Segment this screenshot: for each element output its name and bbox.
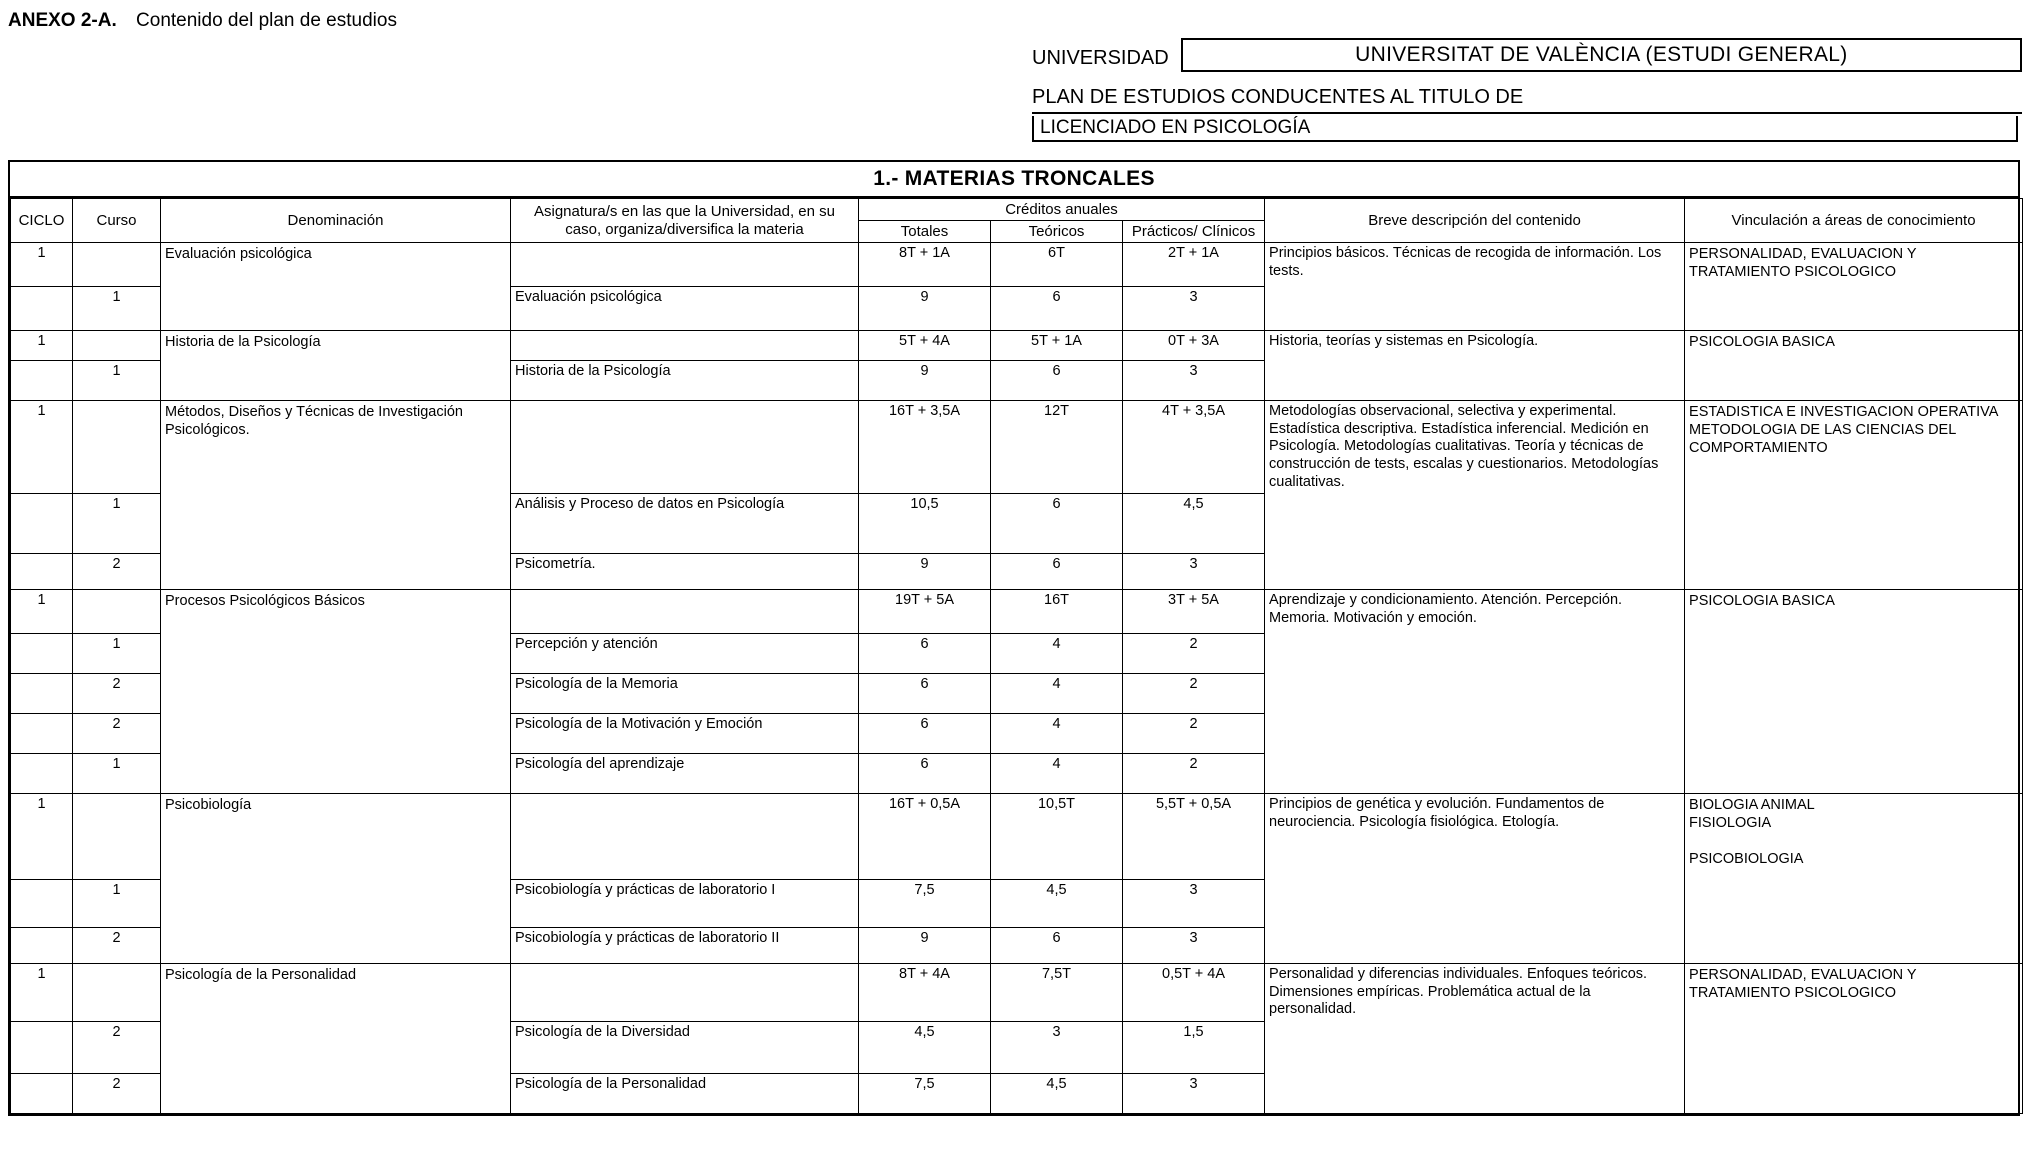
table-row [11,633,2023,673]
cell-descripcion [1265,713,1685,753]
cell-totales: 9 [859,553,991,589]
cell-teoricos: 6 [991,287,1123,331]
cell-asignatura [511,963,859,1021]
table-row [11,1021,2023,1073]
cell-practicos: 2 [1123,713,1265,753]
cell-curso [73,401,161,494]
cell-practicos: 3T + 5A [1123,589,1265,633]
cell-curso [73,243,161,287]
cell-denominacion: Psicología de la Personalidad [161,963,511,1021]
cell-practicos: 2 [1123,633,1265,673]
cell-ciclo: 1 [11,243,73,287]
cell-teoricos: 4 [991,753,1123,793]
table-row [11,879,2023,927]
table-row [11,793,2023,879]
cell-curso: 2 [73,927,161,963]
cell-denominacion [161,673,511,713]
cell-vinculacion: ESTADISTICA E INVESTIGACION OPERATIVA METODOLOGIA DE LAS CIENCIAS DEL COMPORTAMIENTO [1685,401,2023,494]
cell-curso [73,793,161,879]
cell-asignatura: Historia de la Psicología [511,361,859,401]
cell-asignatura: Psicología de la Motivación y Emoción [511,713,859,753]
cell-descripcion: Aprendizaje y condicionamiento. Atención. Percepción. Memoria. Motivación y emoción. [1265,589,1685,633]
cell-asignatura [511,243,859,287]
cell-descripcion [1265,1073,1685,1113]
cell-vinculacion [1685,673,2023,713]
cell-descripcion [1265,673,1685,713]
cell-asignatura: Análisis y Proceso de datos en Psicología [511,493,859,553]
cell-denominacion [161,361,511,401]
cell-vinculacion [1685,927,2023,963]
cell-curso: 2 [73,713,161,753]
cell-ciclo [11,553,73,589]
cell-totales: 4,5 [859,1021,991,1073]
cell-asignatura: Psicobiología y prácticas de laboratorio I [511,879,859,927]
cell-practicos: 3 [1123,1073,1265,1113]
cell-totales: 6 [859,633,991,673]
cell-curso [73,331,161,361]
cell-descripcion [1265,633,1685,673]
cell-teoricos: 6T [991,243,1123,287]
cell-descripcion [1265,553,1685,589]
cell-practicos: 0,5T + 4A [1123,963,1265,1021]
cell-teoricos: 6 [991,553,1123,589]
cell-totales: 6 [859,713,991,753]
cell-asignatura: Psicología de la Memoria [511,673,859,713]
cell-totales: 10,5 [859,493,991,553]
cell-practicos: 2 [1123,673,1265,713]
table-title: 1.- MATERIAS TRONCALES [10,162,2018,198]
plan-label: PLAN DE ESTUDIOS CONDUCENTES AL TITULO DE [1032,86,1524,108]
cell-teoricos: 4,5 [991,879,1123,927]
cell-totales: 8T + 4A [859,963,991,1021]
table-header-row-1 [11,199,2023,221]
header-vinculacion: Vinculación a áreas de conocimiento [1685,199,2023,243]
cell-asignatura: Psicología de la Personalidad [511,1073,859,1113]
cell-denominacion: Métodos, Diseños y Técnicas de Investigación Psicológicos. [161,401,511,494]
cell-descripcion: Metodologías observacional, selectiva y experimental. Estadística descriptiva. Estadística inferencial. Medición en Psicología. Metodologías cualitativas. Teoría y técnicas de construcción de tests, escalas y cuestionarios. Metodologías cualitativas. [1265,401,1685,494]
cell-curso [73,963,161,1021]
cell-descripcion [1265,1021,1685,1073]
table-row [11,493,2023,553]
cell-practicos: 5,5T + 0,5A [1123,793,1265,879]
header-descripcion: Breve descripción del contenido [1265,199,1685,243]
cell-descripcion: Principios básicos. Técnicas de recogida de información. Los tests. [1265,243,1685,287]
cell-teoricos: 4,5 [991,1073,1123,1113]
cell-curso: 2 [73,1073,161,1113]
cell-practicos: 3 [1123,553,1265,589]
cell-teoricos: 6 [991,493,1123,553]
cell-vinculacion [1685,753,2023,793]
cell-ciclo: 1 [11,331,73,361]
cell-descripcion: Personalidad y diferencias individuales. Enfoques teóricos. Dimensiones empíricas. Problemática actual de la personalidad. [1265,963,1685,1021]
cell-ciclo [11,1073,73,1113]
cell-practicos: 4T + 3,5A [1123,401,1265,494]
materias-troncales-table [10,198,2023,1114]
cell-denominacion [161,493,511,553]
cell-totales: 7,5 [859,1073,991,1113]
cell-descripcion [1265,753,1685,793]
cell-teoricos: 16T [991,589,1123,633]
table-row [11,963,2023,1021]
cell-practicos: 3 [1123,361,1265,401]
cell-practicos: 0T + 3A [1123,331,1265,361]
cell-totales: 8T + 1A [859,243,991,287]
cell-teoricos: 5T + 1A [991,331,1123,361]
materias-troncales-table-wrap [8,160,2020,1116]
cell-teoricos: 7,5T [991,963,1123,1021]
cell-curso: 1 [73,879,161,927]
cell-curso: 1 [73,493,161,553]
cell-vinculacion: PSICOLOGIA BASICA [1685,589,2023,633]
cell-descripcion [1265,879,1685,927]
cell-totales: 5T + 4A [859,331,991,361]
cell-denominacion: Historia de la Psicología [161,331,511,361]
table-row [11,243,2023,287]
cell-vinculacion [1685,1021,2023,1073]
cell-ciclo: 1 [11,793,73,879]
cell-denominacion [161,633,511,673]
cell-curso: 1 [73,753,161,793]
header-totales: Totales [859,221,991,243]
plan-underline [1032,112,2022,114]
header-asignaturas: Asignatura/s en las que la Universidad, en su caso, organiza/diversifica la materia [511,199,859,243]
cell-descripcion [1265,361,1685,401]
cell-ciclo: 1 [11,401,73,494]
table-row [11,753,2023,793]
cell-teoricos: 4 [991,673,1123,713]
cell-teoricos: 4 [991,713,1123,753]
cell-curso: 2 [73,1021,161,1073]
cell-ciclo [11,1021,73,1073]
cell-practicos: 4,5 [1123,493,1265,553]
cell-denominacion [161,879,511,927]
header-curso: Curso [73,199,161,243]
universidad-value: UNIVERSITAT DE VALÈNCIA (ESTUDI GENERAL) [1181,38,2022,72]
cell-vinculacion [1685,287,2023,331]
cell-teoricos: 10,5T [991,793,1123,879]
header-creditos-anuales: Créditos anuales [859,199,1265,221]
table-row [11,713,2023,753]
cell-vinculacion: BIOLOGIA ANIMAL FISIOLOGIA PSICOBIOLOGIA [1685,793,2023,879]
cell-teoricos: 6 [991,927,1123,963]
cell-curso: 1 [73,287,161,331]
cell-descripcion [1265,287,1685,331]
table-body [11,243,2023,1114]
cell-practicos: 3 [1123,879,1265,927]
cell-ciclo [11,879,73,927]
cell-ciclo [11,633,73,673]
cell-asignatura: Percepción y atención [511,633,859,673]
cell-practicos: 3 [1123,287,1265,331]
cell-vinculacion [1685,493,2023,553]
cell-vinculacion: PERSONALIDAD, EVALUACION Y TRATAMIENTO PSICOLOGICO [1685,243,2023,287]
cell-ciclo: 1 [11,589,73,633]
cell-denominacion [161,713,511,753]
cell-asignatura: Evaluación psicológica [511,287,859,331]
cell-totales: 7,5 [859,879,991,927]
cell-vinculacion: PERSONALIDAD, EVALUACION Y TRATAMIENTO PSICOLOGICO [1685,963,2023,1021]
cell-ciclo [11,927,73,963]
cell-totales: 9 [859,287,991,331]
anexo-label: ANEXO 2-A. [8,10,117,31]
cell-practicos: 2T + 1A [1123,243,1265,287]
anexo-text: Contenido del plan de estudios [136,10,397,31]
university-block [1032,38,2022,72]
table-row [11,1073,2023,1113]
cell-ciclo [11,493,73,553]
cell-totales: 9 [859,361,991,401]
cell-denominacion [161,287,511,331]
cell-curso: 2 [73,553,161,589]
anexo-heading [8,10,397,32]
header-denominacion: Denominación [161,199,511,243]
cell-ciclo: 1 [11,963,73,1021]
cell-practicos: 2 [1123,753,1265,793]
cell-denominacion: Psicobiología [161,793,511,879]
cell-vinculacion [1685,553,2023,589]
cell-teoricos: 3 [991,1021,1123,1073]
cell-totales: 16T + 3,5A [859,401,991,494]
cell-ciclo [11,753,73,793]
cell-asignatura [511,793,859,879]
cell-descripcion [1265,927,1685,963]
table-row [11,361,2023,401]
cell-curso [73,589,161,633]
cell-descripcion: Historia, teorías y sistemas en Psicología. [1265,331,1685,361]
cell-totales: 6 [859,753,991,793]
cell-vinculacion [1685,879,2023,927]
cell-totales: 16T + 0,5A [859,793,991,879]
table-row [11,401,2023,494]
table-row [11,287,2023,331]
cell-totales: 19T + 5A [859,589,991,633]
cell-denominacion: Procesos Psicológicos Básicos [161,589,511,633]
cell-totales: 6 [859,673,991,713]
cell-practicos: 1,5 [1123,1021,1265,1073]
cell-ciclo [11,287,73,331]
cell-asignatura: Psicología del aprendizaje [511,753,859,793]
cell-teoricos: 4 [991,633,1123,673]
cell-teoricos: 12T [991,401,1123,494]
titulo-value: LICENCIADO EN PSICOLOGÍA [1032,116,2018,142]
cell-asignatura: Psicología de la Diversidad [511,1021,859,1073]
cell-asignatura [511,331,859,361]
table-row [11,589,2023,633]
cell-totales: 9 [859,927,991,963]
cell-ciclo [11,713,73,753]
cell-denominacion [161,553,511,589]
universidad-label: UNIVERSIDAD [1032,47,1169,69]
table-row [11,673,2023,713]
header-practicos: Prácticos/ Clínicos [1123,221,1265,243]
cell-asignatura [511,589,859,633]
cell-denominacion [161,1021,511,1073]
cell-asignatura: Psicometría. [511,553,859,589]
cell-vinculacion [1685,713,2023,753]
cell-denominacion [161,927,511,963]
cell-descripcion: Principios de genética y evolución. Fundamentos de neurociencia. Psicología fisiológica. Etología. [1265,793,1685,879]
cell-curso: 1 [73,633,161,673]
cell-vinculacion: PSICOLOGIA BASICA [1685,331,2023,361]
table-row [11,331,2023,361]
cell-practicos: 3 [1123,927,1265,963]
cell-asignatura: Psicobiología y prácticas de laboratorio II [511,927,859,963]
table-row [11,553,2023,589]
cell-descripcion [1265,493,1685,553]
header-teoricos: Teóricos [991,221,1123,243]
cell-vinculacion [1685,633,2023,673]
cell-denominacion [161,753,511,793]
cell-denominacion: Evaluación psicológica [161,243,511,287]
cell-asignatura [511,401,859,494]
cell-teoricos: 6 [991,361,1123,401]
cell-ciclo [11,673,73,713]
cell-denominacion [161,1073,511,1113]
header-ciclo: CICLO [11,199,73,243]
table-row [11,927,2023,963]
cell-vinculacion [1685,361,2023,401]
cell-ciclo [11,361,73,401]
cell-vinculacion [1685,1073,2023,1113]
cell-curso: 2 [73,673,161,713]
cell-curso: 1 [73,361,161,401]
